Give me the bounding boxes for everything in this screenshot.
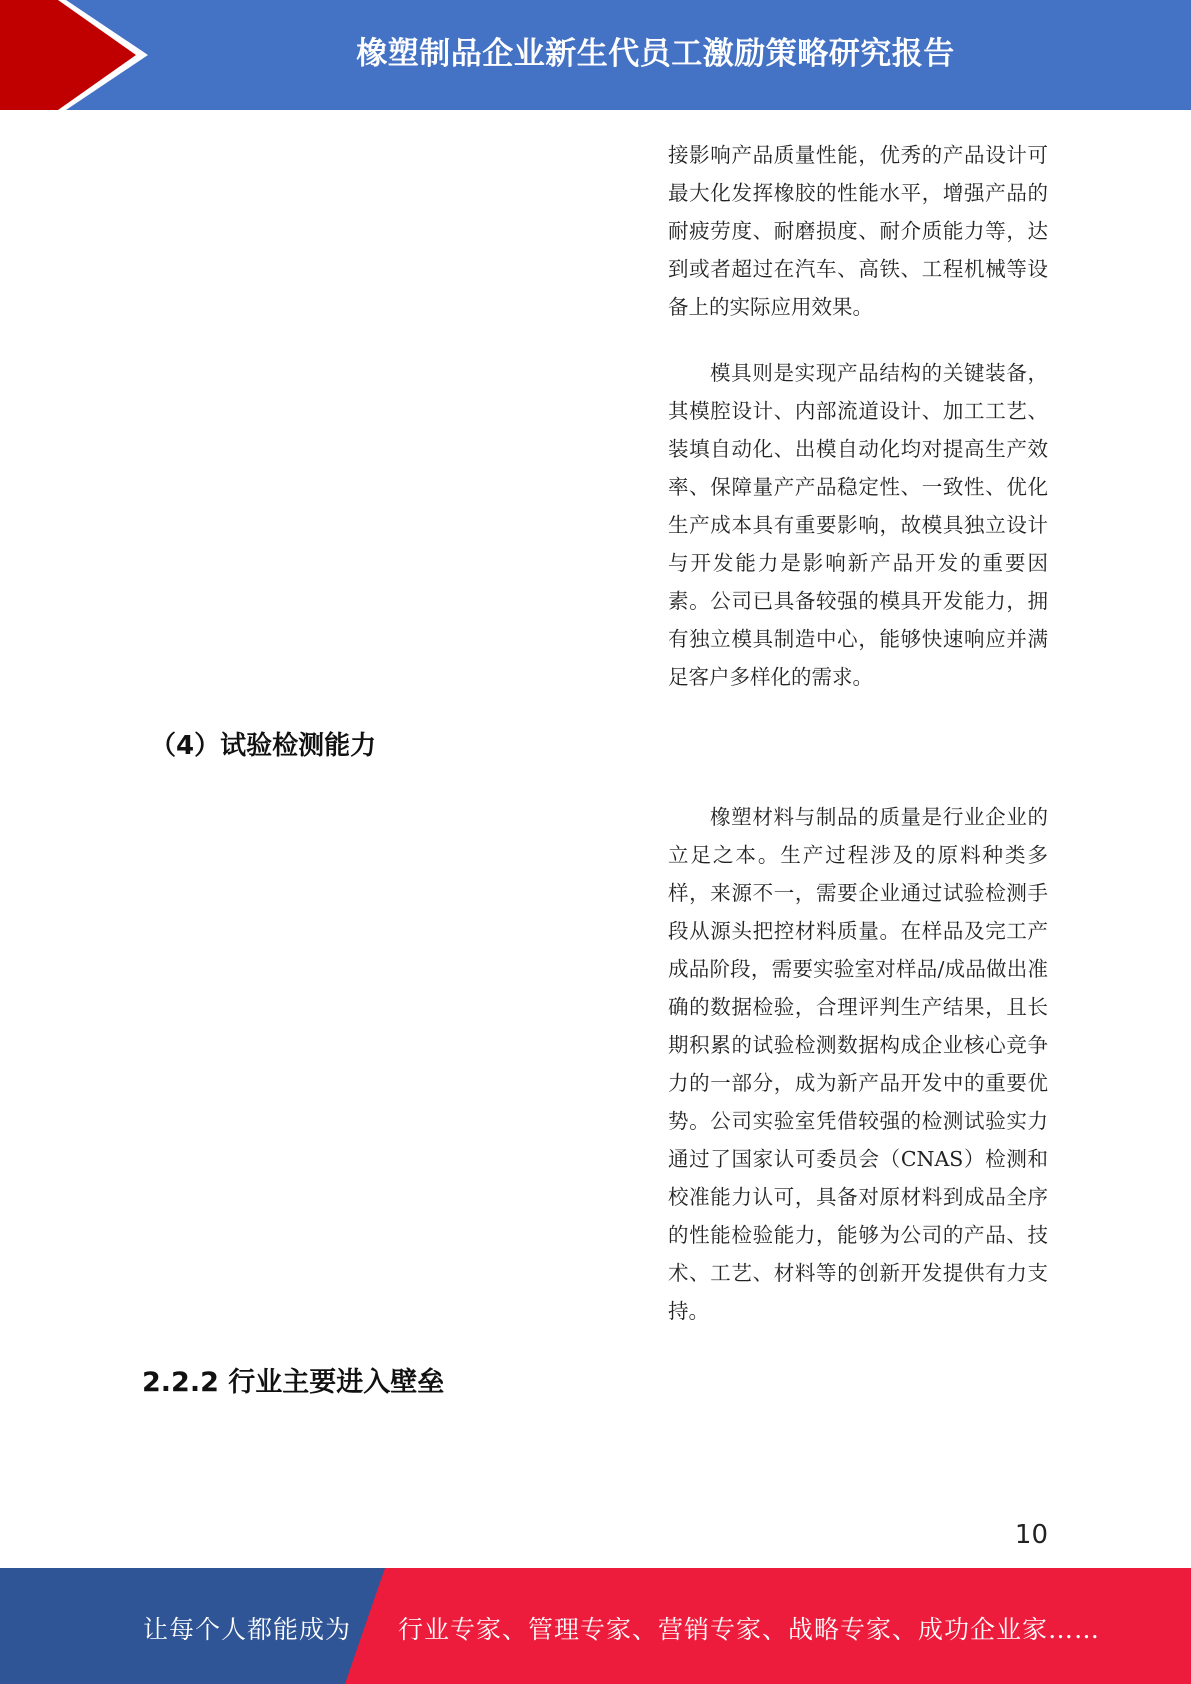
paragraph-product-design: 接影响产品质量性能，优秀的产品设计可最大化发挥橡胶的性能水平，增强产品的耐疲劳度、耐磨损度、耐介质能力等，达到或者超过在汽车、高铁、工程机械等设备上的实际应用效果。: [668, 143, 1048, 319]
paragraph-block-2: [668, 354, 1048, 696]
paragraph-mold: 模具则是实现产品结构的关键装备，其模腔设计、内部流道设计、加工工艺、装填自动化、出模自动化均对提高生产效率、保障量产产品稳定性、一致性、优化生产成本具有重要影响，故模具独立设计与开发能力是影响新产品开发的重要因素。公司已具备较强的模具开发能力，拥有独立模具制造中心，能够快速响应并满足客户多样化的需求。: [668, 361, 1048, 689]
report-title: 橡塑制品企业新生代员工激励策略研究报告: [356, 36, 955, 72]
page-footer: [0, 1568, 1191, 1684]
paragraph-block-3: [668, 798, 1048, 1330]
page-header: [0, 0, 1191, 110]
paragraph-block-1: [668, 136, 1048, 326]
footer-slogan-right: 行业专家、管理专家、营销专家、战略专家、成功企业家……: [398, 1615, 1101, 1644]
section-heading-testing: （4）试验检测能力: [150, 731, 377, 761]
section-heading-barriers: 2.2.2 行业主要进入壁垒: [142, 1367, 445, 1398]
footer-slogan-left: 让每个人都能成为: [143, 1615, 352, 1644]
paragraph-testing: 橡塑材料与制品的质量是行业企业的立足之本。生产过程涉及的原料种类多样，来源不一，需要企业通过试验检测手段从源头把控材料质量。在样品及完工产成品阶段，需要实验室对样品/成品做出准确的数据检验，合理评判生产结果，且长期积累的试验检测数据构成企业核心竞争力的一部分，成为新产品开发中的重要优势。公司实验室凭借较强的检测试验实力通过了国家认可委员会（CNAS）检测和校准能力认可，具备对原材料到成品全序的性能检验能力，能够为公司的产品、技术、工艺、材料等的创新开发提供有力支持。: [668, 805, 1048, 1323]
page-number: 10: [1014, 1520, 1048, 1550]
